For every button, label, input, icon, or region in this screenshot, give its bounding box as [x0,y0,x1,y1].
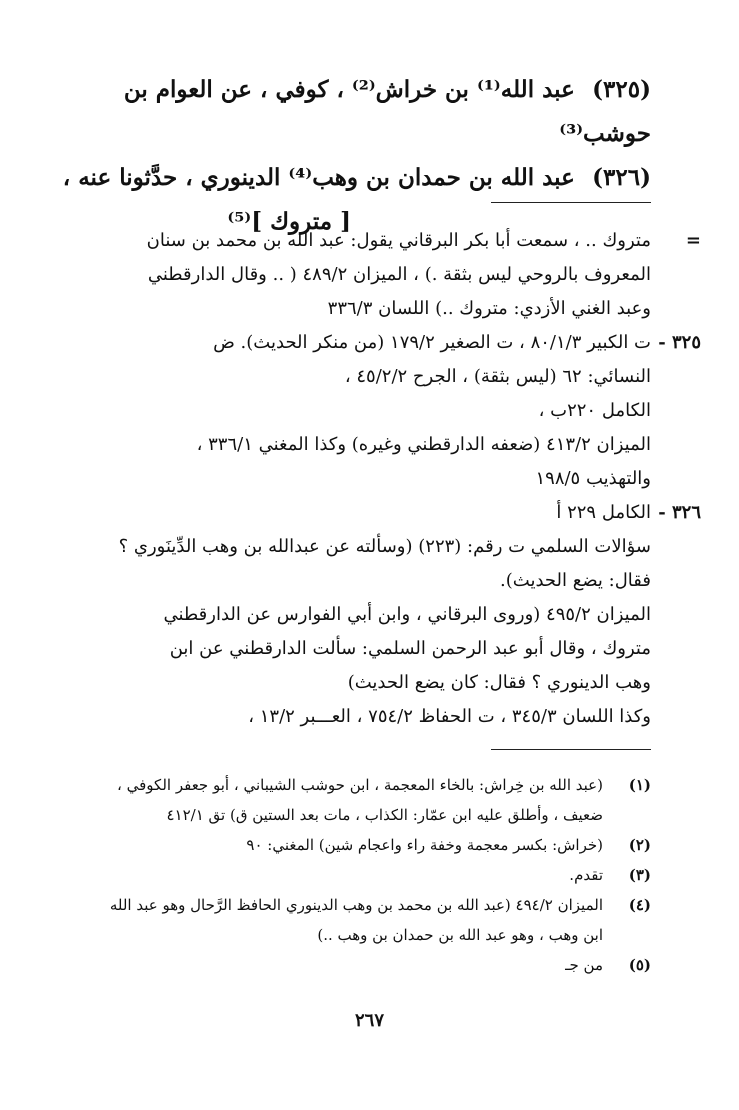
note-label: = [685,230,701,251]
entry-number: (٣٢٦) [592,164,651,191]
note-line: سؤالات السلمي ت رقم: (٢٢٣) (وسألته عن عبدالله بن وهب الدِّينَوري ؟ [118,536,651,557]
entry-text-continuation: [ متروك ]⁽⁵⁾ [227,208,351,235]
note-label: ٣٢٥ - [658,332,701,353]
note-325 [46,326,701,496]
footnote-line: (خراش: بكسر معجمة وخفة راء واعجام شين) المغني: ٩٠ [246,836,603,854]
note-line: الميزان ٤١٣/٢ (ضعفه الدارقطني وغيره) وكذا المغني ٣٣٦/١ ، [196,434,651,455]
note-line: فقال: يضع الحديث). [500,570,651,591]
footnote-1 [11,770,651,830]
footnotes [11,770,651,980]
divider-top [491,202,651,203]
note-line: النسائي: ٦٢ (ليس بثقة) ، الجرح ٤٥/٢/٢ ، [344,366,651,387]
divider-footnotes [491,749,651,750]
page-number: ٢٦٧ [354,1010,384,1031]
note-line: وهب الدينوري ؟ فقال: كان يضع الحديث) [347,672,651,693]
entry-text: عبد الله⁽¹⁾ بن خراش⁽²⁾ ، كوفي ، عن العوام بن حوشب⁽³⁾ [123,76,651,147]
note-continued [46,224,701,326]
entry-325 [51,68,651,156]
footnote-label: (٤) [628,896,651,914]
footnote-5 [11,950,651,980]
entry-326 [51,156,651,200]
entry-number: (٣٢٥) [592,76,651,103]
footnote-line: ضعيف ، وأطلق عليه ابن عمّار: الكذاب ، مات بعد الستين ق) تق ٤١٢/١ [166,806,603,824]
note-line: ت الكبير ٨٠/١/٣ ، ت الصغير ١٧٩/٢ (من منكر الحديث). ض [213,332,651,353]
footnote-line: ابن وهب ، وهو عبد الله بن حمدان بن وهب ..) [317,926,603,944]
entry-text: عبد الله بن حمدان بن وهب⁽⁴⁾ الدينوري ، حدَّثونا عنه ، [62,164,575,191]
footnote-line: من جـ [565,956,603,974]
footnote-label: (٣) [628,866,651,884]
footnote-line: الميزان ٤٩٤/٢ (عبد الله بن محمد بن وهب الدينوري الحافظ الرَّحال وهو عبد الله [109,896,603,914]
note-line: وعبد الغني الأزدي: متروك ..) اللسان ٣٣٦/٣ [327,298,651,319]
footnote-3 [11,860,651,890]
note-326 [46,496,701,734]
footnote-2 [11,830,651,860]
annotation-notes [46,224,701,734]
note-line: والتهذيب ١٩٨/٥ [535,468,651,489]
note-line: متروك .. ، سمعت أبا بكر البرقاني يقول: عبد الله بن محمد بن سنان [146,230,651,251]
footnote-line: تقدم. [569,866,603,884]
footnote-4 [11,890,651,950]
main-entries [51,68,651,244]
footnote-label: (٥) [628,956,651,974]
note-line: متروك ، وقال أبو عبد الرحمن السلمي: سألت الدارقطني عن ابن [169,638,651,659]
footnote-line: (عبد الله بن خِراش: بالخاء المعجمة ، ابن حوشب الشيباني ، أبو جعفر الكوفي ، [117,776,603,794]
note-line: المعروف بالروحي ليس بثقة .) ، الميزان ٤٨٩/٢ ( .. وقال الدارقطني [147,264,651,285]
note-label: ٣٢٦ - [658,502,701,523]
note-line: الميزان ٤٩٥/٢ (وروى البرقاني ، وابن أبي الفوارس عن الدارقطني [163,604,651,625]
note-line: وكذا اللسان ٣٤٥/٣ ، ت الحفاظ ٧٥٤/٢ ، العـــبر ١٣/٢ ، [248,706,651,727]
note-line: الكامل ٢٢٠ب ، [538,400,651,421]
note-line: الكامل ٢٢٩ أ [556,502,651,523]
footnote-label: (٢) [628,836,651,854]
footnote-label: (١) [628,776,651,794]
